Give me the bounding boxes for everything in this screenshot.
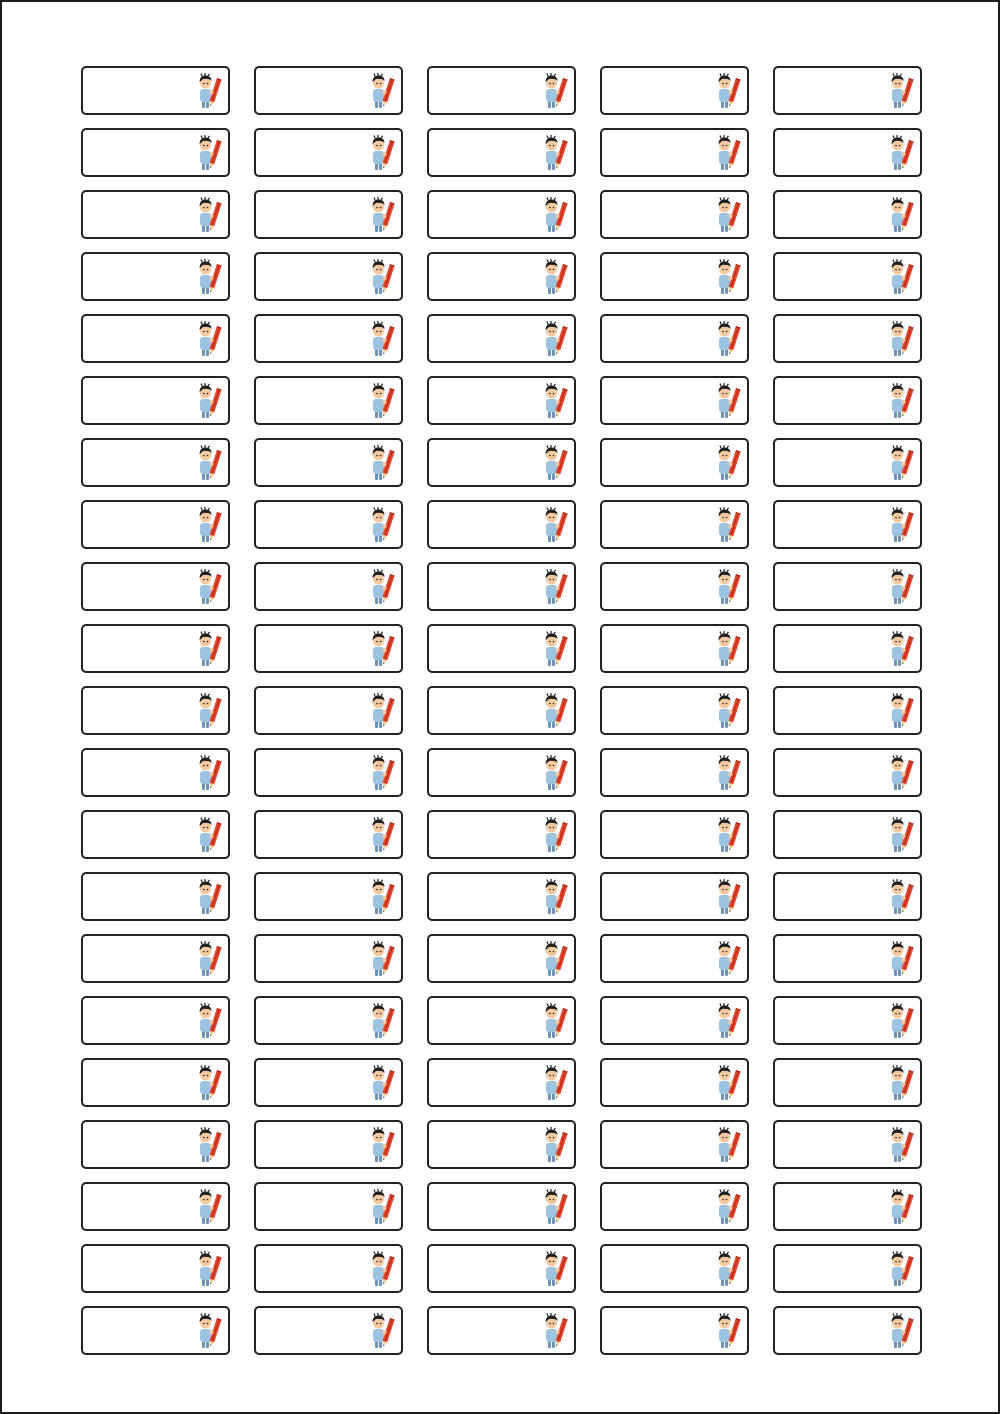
name-label	[600, 562, 749, 611]
name-label	[600, 500, 749, 549]
name-label	[600, 1182, 749, 1231]
name-label	[600, 128, 749, 177]
name-label	[773, 128, 922, 177]
label-grid	[81, 66, 922, 1355]
name-label	[81, 934, 230, 983]
child-with-pencil-icon	[196, 258, 222, 296]
name-label	[81, 376, 230, 425]
child-with-pencil-icon	[715, 196, 741, 234]
name-label	[254, 438, 403, 487]
name-label	[427, 252, 576, 301]
child-with-pencil-icon	[369, 692, 395, 730]
child-with-pencil-icon	[715, 258, 741, 296]
child-with-pencil-icon	[888, 506, 914, 544]
child-with-pencil-icon	[888, 816, 914, 854]
child-with-pencil-icon	[369, 754, 395, 792]
child-with-pencil-icon	[542, 692, 568, 730]
name-label	[427, 562, 576, 611]
child-with-pencil-icon	[888, 196, 914, 234]
child-with-pencil-icon	[369, 134, 395, 172]
child-with-pencil-icon	[542, 1250, 568, 1288]
child-with-pencil-icon	[715, 940, 741, 978]
child-with-pencil-icon	[888, 134, 914, 172]
name-label	[600, 748, 749, 797]
name-label	[427, 748, 576, 797]
name-label	[81, 562, 230, 611]
name-label	[773, 996, 922, 1045]
name-label	[600, 1058, 749, 1107]
name-label	[427, 66, 576, 115]
name-label	[427, 1182, 576, 1231]
child-with-pencil-icon	[715, 72, 741, 110]
name-label	[81, 624, 230, 673]
name-label	[773, 1120, 922, 1169]
name-label	[254, 934, 403, 983]
name-label	[427, 624, 576, 673]
name-label	[773, 190, 922, 239]
child-with-pencil-icon	[715, 506, 741, 544]
name-label	[773, 810, 922, 859]
child-with-pencil-icon	[542, 816, 568, 854]
child-with-pencil-icon	[715, 382, 741, 420]
child-with-pencil-icon	[542, 258, 568, 296]
name-label	[600, 252, 749, 301]
child-with-pencil-icon	[888, 630, 914, 668]
name-label	[254, 686, 403, 735]
child-with-pencil-icon	[542, 72, 568, 110]
child-with-pencil-icon	[196, 754, 222, 792]
name-label	[600, 66, 749, 115]
child-with-pencil-icon	[542, 1002, 568, 1040]
child-with-pencil-icon	[369, 1188, 395, 1226]
child-with-pencil-icon	[196, 568, 222, 606]
child-with-pencil-icon	[369, 72, 395, 110]
child-with-pencil-icon	[542, 196, 568, 234]
name-label	[600, 438, 749, 487]
name-label	[81, 252, 230, 301]
name-label	[427, 190, 576, 239]
child-with-pencil-icon	[196, 506, 222, 544]
child-with-pencil-icon	[888, 1126, 914, 1164]
child-with-pencil-icon	[369, 878, 395, 916]
child-with-pencil-icon	[369, 258, 395, 296]
child-with-pencil-icon	[888, 1312, 914, 1350]
child-with-pencil-icon	[196, 72, 222, 110]
name-label	[600, 1306, 749, 1355]
name-label	[254, 996, 403, 1045]
name-label	[600, 190, 749, 239]
child-with-pencil-icon	[196, 444, 222, 482]
child-with-pencil-icon	[369, 444, 395, 482]
name-label	[427, 438, 576, 487]
name-label	[254, 872, 403, 921]
child-with-pencil-icon	[369, 196, 395, 234]
name-label	[600, 1244, 749, 1293]
child-with-pencil-icon	[888, 320, 914, 358]
name-label	[427, 1120, 576, 1169]
child-with-pencil-icon	[369, 568, 395, 606]
name-label	[81, 996, 230, 1045]
child-with-pencil-icon	[715, 1250, 741, 1288]
child-with-pencil-icon	[715, 1064, 741, 1102]
child-with-pencil-icon	[715, 692, 741, 730]
name-label	[600, 1120, 749, 1169]
name-label	[427, 810, 576, 859]
name-label	[81, 686, 230, 735]
child-with-pencil-icon	[369, 630, 395, 668]
name-label	[427, 128, 576, 177]
name-label	[427, 872, 576, 921]
name-label	[773, 934, 922, 983]
name-label	[773, 1244, 922, 1293]
child-with-pencil-icon	[888, 754, 914, 792]
name-label	[81, 810, 230, 859]
child-with-pencil-icon	[369, 1126, 395, 1164]
name-label	[600, 686, 749, 735]
name-label	[427, 996, 576, 1045]
child-with-pencil-icon	[369, 1002, 395, 1040]
name-label	[81, 1306, 230, 1355]
child-with-pencil-icon	[542, 320, 568, 358]
child-with-pencil-icon	[715, 816, 741, 854]
name-label	[254, 1058, 403, 1107]
child-with-pencil-icon	[369, 940, 395, 978]
name-label	[600, 314, 749, 363]
name-label	[427, 1244, 576, 1293]
child-with-pencil-icon	[196, 940, 222, 978]
name-label	[254, 624, 403, 673]
child-with-pencil-icon	[369, 1064, 395, 1102]
name-label	[254, 252, 403, 301]
name-label	[81, 128, 230, 177]
name-label	[254, 1182, 403, 1231]
name-label	[81, 190, 230, 239]
child-with-pencil-icon	[542, 568, 568, 606]
child-with-pencil-icon	[715, 1002, 741, 1040]
name-label	[81, 66, 230, 115]
child-with-pencil-icon	[888, 1250, 914, 1288]
name-label	[254, 810, 403, 859]
name-label	[254, 562, 403, 611]
name-label	[427, 686, 576, 735]
child-with-pencil-icon	[369, 1250, 395, 1288]
child-with-pencil-icon	[542, 878, 568, 916]
child-with-pencil-icon	[715, 878, 741, 916]
child-with-pencil-icon	[715, 630, 741, 668]
child-with-pencil-icon	[196, 320, 222, 358]
child-with-pencil-icon	[888, 444, 914, 482]
child-with-pencil-icon	[196, 816, 222, 854]
child-with-pencil-icon	[196, 1250, 222, 1288]
name-label	[773, 686, 922, 735]
child-with-pencil-icon	[369, 382, 395, 420]
child-with-pencil-icon	[888, 258, 914, 296]
name-label	[81, 872, 230, 921]
name-label	[773, 562, 922, 611]
name-label	[773, 1182, 922, 1231]
child-with-pencil-icon	[542, 630, 568, 668]
child-with-pencil-icon	[196, 134, 222, 172]
child-with-pencil-icon	[715, 320, 741, 358]
name-label	[773, 1306, 922, 1355]
child-with-pencil-icon	[542, 754, 568, 792]
child-with-pencil-icon	[715, 134, 741, 172]
name-label	[773, 376, 922, 425]
name-label	[254, 314, 403, 363]
child-with-pencil-icon	[888, 1188, 914, 1226]
child-with-pencil-icon	[196, 878, 222, 916]
name-label	[254, 66, 403, 115]
name-label	[600, 810, 749, 859]
child-with-pencil-icon	[888, 940, 914, 978]
child-with-pencil-icon	[542, 506, 568, 544]
name-label	[773, 872, 922, 921]
child-with-pencil-icon	[542, 1312, 568, 1350]
name-label	[600, 934, 749, 983]
child-with-pencil-icon	[542, 1126, 568, 1164]
name-label	[427, 314, 576, 363]
name-label	[427, 934, 576, 983]
child-with-pencil-icon	[888, 692, 914, 730]
child-with-pencil-icon	[888, 72, 914, 110]
child-with-pencil-icon	[542, 1064, 568, 1102]
name-label	[773, 1058, 922, 1107]
name-label	[254, 500, 403, 549]
child-with-pencil-icon	[542, 134, 568, 172]
name-label	[254, 1306, 403, 1355]
name-label	[254, 190, 403, 239]
child-with-pencil-icon	[196, 1188, 222, 1226]
name-label	[427, 376, 576, 425]
name-label	[81, 1058, 230, 1107]
child-with-pencil-icon	[888, 878, 914, 916]
child-with-pencil-icon	[369, 1312, 395, 1350]
child-with-pencil-icon	[369, 320, 395, 358]
name-label	[773, 66, 922, 115]
name-label	[773, 500, 922, 549]
name-label	[81, 500, 230, 549]
name-label	[600, 376, 749, 425]
name-label	[427, 500, 576, 549]
child-with-pencil-icon	[196, 630, 222, 668]
name-label	[254, 376, 403, 425]
child-with-pencil-icon	[542, 940, 568, 978]
name-label	[773, 748, 922, 797]
child-with-pencil-icon	[542, 1188, 568, 1226]
name-label	[600, 996, 749, 1045]
child-with-pencil-icon	[715, 444, 741, 482]
name-label	[81, 1244, 230, 1293]
child-with-pencil-icon	[715, 1188, 741, 1226]
child-with-pencil-icon	[196, 1312, 222, 1350]
name-label	[81, 1182, 230, 1231]
name-label	[773, 624, 922, 673]
child-with-pencil-icon	[196, 382, 222, 420]
name-label	[773, 438, 922, 487]
child-with-pencil-icon	[196, 196, 222, 234]
child-with-pencil-icon	[196, 692, 222, 730]
child-with-pencil-icon	[715, 568, 741, 606]
child-with-pencil-icon	[369, 816, 395, 854]
name-label	[254, 748, 403, 797]
child-with-pencil-icon	[715, 1126, 741, 1164]
child-with-pencil-icon	[888, 1064, 914, 1102]
child-with-pencil-icon	[715, 1312, 741, 1350]
name-label	[81, 1120, 230, 1169]
name-label	[81, 314, 230, 363]
child-with-pencil-icon	[542, 444, 568, 482]
name-label	[600, 624, 749, 673]
child-with-pencil-icon	[369, 506, 395, 544]
name-label	[773, 252, 922, 301]
name-label	[427, 1058, 576, 1107]
name-label	[81, 438, 230, 487]
name-label	[600, 872, 749, 921]
child-with-pencil-icon	[888, 568, 914, 606]
name-label	[81, 748, 230, 797]
child-with-pencil-icon	[196, 1002, 222, 1040]
name-label	[427, 1306, 576, 1355]
child-with-pencil-icon	[196, 1126, 222, 1164]
name-label	[254, 128, 403, 177]
name-label	[773, 314, 922, 363]
name-label	[254, 1120, 403, 1169]
child-with-pencil-icon	[888, 382, 914, 420]
child-with-pencil-icon	[542, 382, 568, 420]
name-label	[254, 1244, 403, 1293]
child-with-pencil-icon	[715, 754, 741, 792]
child-with-pencil-icon	[196, 1064, 222, 1102]
child-with-pencil-icon	[888, 1002, 914, 1040]
